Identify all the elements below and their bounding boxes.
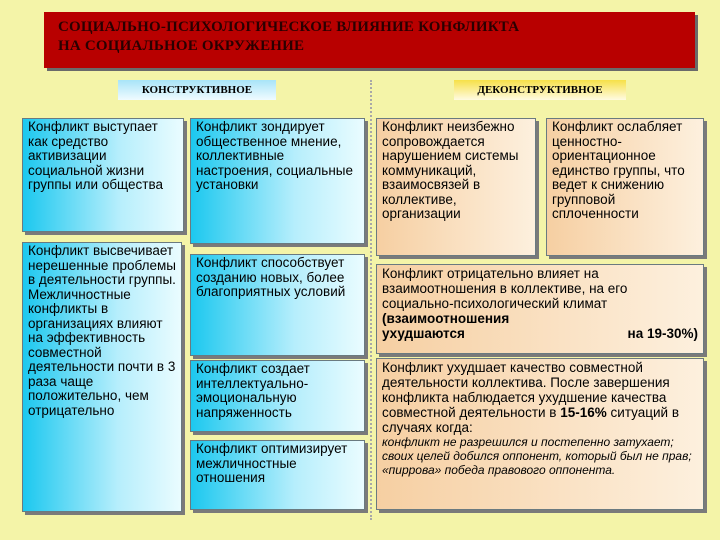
climate-bold-worsen: ухудшаются xyxy=(382,326,465,341)
constructive-box-tension: Конфликт создает интеллектуально-эмоциональную напряженность xyxy=(190,360,365,432)
climate-bold-relations: (взаимоотношения xyxy=(382,311,510,326)
climate-bold-percent: на 19-30%) xyxy=(627,326,698,341)
title-line-1: СОЦИАЛЬНО-ПСИХОЛОГИЧЕСКОЕ ВЛИЯНИЕ КОНФЛИКТА xyxy=(58,19,520,35)
constructive-box-activation: Конфликт выступает как средство активизации социальной жизни группы или общества xyxy=(22,118,184,232)
destructive-box-cohesion: Конфликт ослабляет ценностно-ориентационное единство группы, что ведет к снижению групповой сплоченности xyxy=(546,118,704,256)
destructive-box-climate xyxy=(376,264,704,354)
quality-text-1: Конфликт ухудшает качество совместной деятельности коллектива. После завершения конфликта наблюдается ухудшение качества совместной деятельности в xyxy=(382,360,670,420)
constructive-box-opinion: Конфликт зондирует общественное мнение, коллективные настроения, социальные установки xyxy=(190,118,365,244)
constructive-box-problems: Конфликт высвечивает нерешенные проблемы в деятельности группы. Межличностные конфликты в организациях влияют на эффективность совместной деятельности почти в 3 раза чаще положительно, чем отрицательно xyxy=(22,242,182,512)
column-divider xyxy=(370,80,372,520)
constructive-box-relations: Конфликт оптимизирует межличностные отношения xyxy=(190,440,365,510)
destructive-box-communications: Конфликт неизбежно сопровождается нарушением системы коммуникаций, взаимосвязей в коллективе, организации xyxy=(376,118,536,256)
quality-percent: 15-16% xyxy=(560,405,607,420)
climate-bold-row xyxy=(382,326,698,341)
destructive-heading: ДЕКОНСТРУКТИВНОЕ xyxy=(454,80,626,100)
constructive-box-new-conditions: Конфликт способствует созданию новых, более благоприятных условий xyxy=(190,254,365,356)
quality-note: конфликт не разрешился и постепенно затухает; своих целей добился оппонент, который был не прав; «пиррова» победа правового оппонента. xyxy=(382,435,692,477)
destructive-box-quality xyxy=(376,358,704,510)
page-title xyxy=(58,18,688,56)
quality-text-2: ситуаций в случаях когда: xyxy=(382,405,680,435)
title-banner xyxy=(44,12,695,68)
climate-text: Конфликт отрицательно влияет на взаимоотношения в коллективе, на его социально-психологический климат xyxy=(382,266,628,311)
title-line-2: НА СОЦИАЛЬНОЕ ОКРУЖЕНИЕ xyxy=(58,38,305,54)
constructive-heading: КОНСТРУКТИВНОЕ xyxy=(118,80,276,100)
